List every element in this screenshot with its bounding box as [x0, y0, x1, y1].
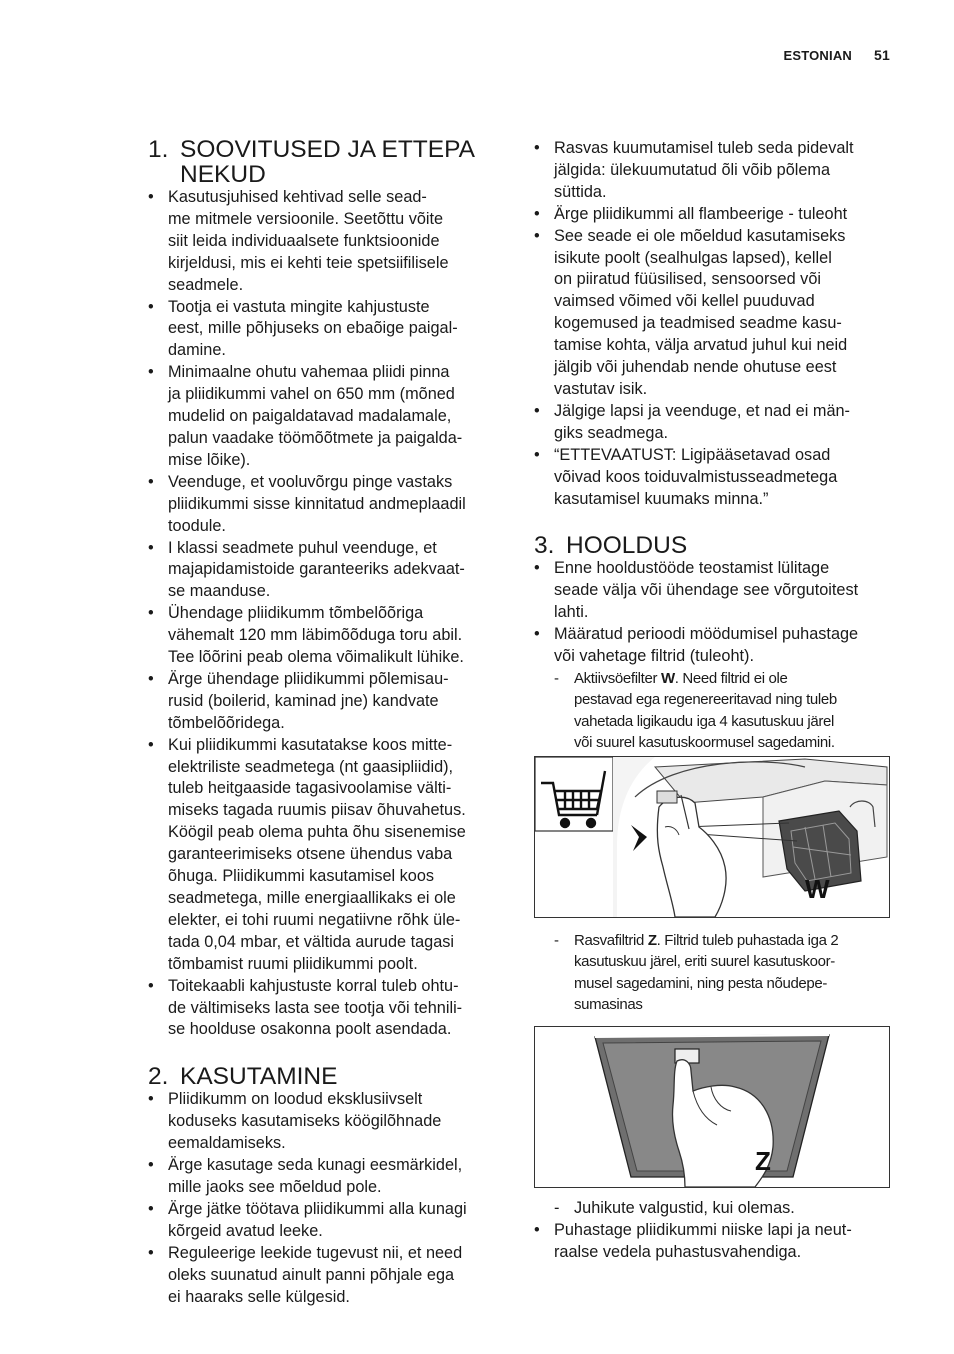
text-line: elekter, ei tohi ruumi negatiivne rõhk üle- [168, 910, 461, 929]
text-line: Enne hooldustööde teostamist lülitage [554, 559, 830, 578]
list-item [534, 138, 894, 204]
text-line: vähemalt 120 mm läbimõõduga toru abil. [168, 626, 463, 645]
text-line: Kasutusjuhised kehtivad selle sead- [168, 188, 427, 206]
right-column [534, 138, 894, 1264]
text-line: jälgib või juhendab nende ohutuse eest [554, 358, 837, 377]
text-line: mudelid on paigaldatavad madalamale, [168, 407, 452, 426]
text-line: siit leida individuaalsete funktsioonide [168, 231, 440, 250]
list-item [534, 1220, 894, 1264]
list-item [148, 1243, 506, 1309]
text-line: se maanduse. [168, 582, 271, 601]
text-line: garanteerimiseks otsene ühendus vaba [168, 845, 453, 864]
text-line: tõmbamist ruumi pliidikummi poolt. [168, 954, 418, 973]
text-line: mille jaoks see mõeldud pole. [168, 1177, 382, 1196]
list-item [148, 1089, 506, 1155]
text-line: lahti. [554, 603, 589, 622]
text-line: vastutav isik. [554, 379, 648, 398]
section2-continued-list [534, 138, 894, 510]
text-line: Ärge jätke töötava pliidikummi alla kunagi [168, 1199, 467, 1218]
text-line: Puhastage pliidikummi niiske lapi ja neut- [554, 1220, 852, 1239]
list-item [148, 538, 506, 604]
left-column [148, 137, 506, 1308]
list-item [148, 735, 506, 976]
text-line: . Need filtrid ei ole [674, 669, 788, 687]
list-item [148, 603, 506, 669]
text-line: tuleb heitgaaside tagasivoolamise välti- [168, 779, 452, 798]
text-line: seade välja või ühendage see võrgutoitest [554, 581, 859, 600]
text-line: eest, mille põhjuseks on ebaõige paigal- [168, 319, 458, 338]
text-line: I klassi seadmete puhul veenduge, et [168, 538, 437, 557]
text-line: Ühendage pliidikumm tõmbelõõriga [168, 604, 424, 623]
page-number: 51 [874, 47, 890, 63]
text-line: eemaldamiseks. [168, 1134, 286, 1153]
text-line: võivad koos toiduvalmistusseadmetega [554, 467, 838, 486]
text-line: pestavad ega regenereeritavad ning tuleb [574, 691, 837, 709]
text-line: Rasvas kuumutamisel tuleb seda pidevalt [554, 139, 854, 157]
list-item [148, 1199, 506, 1243]
text-line: “ETTEVAATUST: Ligipääsetavad osad [554, 445, 831, 464]
text-line: musel sagedamini, ning pesta nõudepe- [574, 974, 828, 992]
header-language: ESTONIAN [783, 48, 853, 63]
page-header [783, 47, 890, 63]
text-line: ei haaraks selle külgesid. [168, 1287, 350, 1306]
text-line: damine. [168, 341, 226, 360]
list-item [534, 401, 894, 445]
text-line: se hoolduse osakonna poolt asendada. [168, 1020, 452, 1039]
text-line: Toitekaabli kahjustuste korral tuleb ohtu- [168, 976, 459, 995]
text-line: Tee lõõrini peab olema võimalikult lühike. [168, 648, 464, 667]
text-line: kogemused ja teadmised seadme kasu- [554, 314, 842, 333]
text-line: vahetada ligikaudu iga 4 kasutuskuu järel [574, 712, 835, 730]
text-line: Kui pliidikummi kasutatakse koos mitte- [168, 735, 453, 754]
figure-label-z: Z [755, 1145, 771, 1176]
section3-bullet-list [534, 558, 894, 668]
text-line: kasutamisel kuumaks minna.” [554, 489, 769, 508]
text-line: . Filtrid tuleb puhastada iga 2 [656, 931, 839, 949]
text-line: raalse vedela puhastusvahendiga. [554, 1242, 802, 1261]
text-line: pliidikummi sisse kinnitatud andmeplaadil [168, 494, 466, 513]
text-line: kirjeldusi, mis ei kehti teie spetsiifilisele [168, 253, 449, 272]
figure-charcoal-filter [534, 756, 890, 918]
list-item [534, 445, 894, 511]
list-item [148, 976, 506, 1042]
sub-item-lights: - Juhikute valgustid, kui olemas. [534, 1198, 894, 1220]
text-line: on piiratud füüsilised, sensoorsed või [554, 270, 821, 289]
text-line: õhuga. Pliidikummi kasutamisel koos [168, 867, 435, 886]
text-line: Jälgige lapsi ja veenduge, et nad ei män- [554, 401, 850, 420]
section3-final-list [534, 1220, 894, 1264]
text-line: vaimsed võimed või kellel puuduvad [554, 292, 815, 311]
list-item [148, 472, 506, 538]
list-item [148, 187, 506, 297]
text-line: tõmbelõõridega. [168, 713, 285, 732]
list-item [534, 204, 894, 226]
text-line: rusid (boilerid, kaminad jne) kandvate [168, 691, 439, 710]
text-line: Köögil peab olema puhta õhu sisenemise [168, 823, 466, 842]
text-line: Ärge ühendage pliidikummi põlemisau- [168, 669, 449, 688]
text-line: Reguleerige leekide tugevust nii, et need [168, 1243, 463, 1262]
text-line: Pliidikumm on loodud eksklusiivselt [168, 1090, 423, 1109]
section3-heading: 3. HOOLDUS [534, 532, 688, 560]
grease-filter-illustration [535, 1027, 889, 1187]
text-line: kasutuskuu järel, eriti suurel kasutuskoor- [574, 953, 835, 971]
text-line: ja pliidikummi vahel on 650 mm (mõned [168, 385, 455, 404]
text-line: Veenduge, et vooluvõrgu pinge vastaks [168, 472, 453, 491]
text-line: elektriliste seadmetega (nt gaasipliidid), [168, 757, 454, 776]
list-item [148, 297, 506, 363]
text-line: koduseks kasutamiseks köögilõhnade [168, 1112, 442, 1131]
text-line: See seade ei ole mõeldud kasutamiseks [554, 226, 846, 245]
text-line: giks seadmega. [554, 423, 669, 442]
text-line: sumasinas [574, 996, 643, 1014]
text-line: süttida. [554, 182, 607, 201]
text-line: majapidamistoide garanteeriks adekvaat- [168, 560, 465, 579]
text-line: või vahetage filtrid (tuleoht). [554, 647, 755, 666]
section1-heading: 1. SOOVITUSED JA ETTEPA NEKUD [148, 136, 475, 188]
text-line: me mitmele versioonile. Seetõttu võite [168, 209, 444, 228]
text-line: isikute poolt (sealhulgas lapsed), kellel [554, 248, 832, 267]
text-line: jälgida: ülekuumutatud õli võib põlema [554, 160, 831, 179]
text-line: Ärge kasutage seda kunagi eesmärkidel, [168, 1156, 463, 1175]
text-line: seadmele. [168, 275, 244, 294]
text-line: seadmetega, mille energiaallikaks ei ole [168, 889, 456, 907]
text-line: Minimaalne ohutu vahemaa pliidi pinna [168, 363, 450, 382]
text-line: kõrgeid avatud leeke. [168, 1221, 323, 1240]
text-line: palun vaadake töömõõtmete ja paigalda- [168, 428, 463, 447]
list-item [148, 669, 506, 735]
list-item [534, 558, 894, 624]
text-line: tamise kohta, välja arvatud juhul kui neid [554, 336, 848, 355]
sub-item-charcoal-filter: - Aktiivsöefilter W. Need filtrid ei ole pestavad ega regenereeritavad ning tuleb vahetada ligikaudu iga 4 kasutuskuu järel või suurel kasutuskoormusel sagedamini. [534, 668, 894, 754]
text-line: toodule. [168, 516, 226, 535]
list-item [534, 624, 894, 668]
text-line: Tootja ei vastuta mingite kahjustuste [168, 297, 430, 316]
figure-label-w: W [805, 873, 830, 904]
text-line: või suurel kasutuskoormusel sagedamini. [574, 734, 835, 752]
section1-bullet-list [148, 187, 506, 1041]
text-line: Määratud perioodi möödumisel puhastage [554, 625, 859, 644]
list-item [148, 362, 506, 472]
text-line: miseks tagada ruumis piisav õhuvahetus. [168, 801, 466, 820]
list-item [534, 226, 894, 401]
section2-heading: 2. KASUTAMINE [148, 1063, 338, 1091]
text-line: mise lõike). [168, 450, 251, 469]
text-line: oleks suunatud ainult panni põhjale ega [168, 1265, 455, 1284]
text-line: Ärge pliidikummi all flambeerige - tuleoht [554, 204, 848, 223]
charcoal-filter-illustration [535, 757, 889, 917]
text-line: de vältimiseks lasta see tootja või tehnili- [168, 998, 463, 1017]
section2-bullet-list [148, 1089, 506, 1308]
hand-illustration [657, 791, 726, 917]
sub-item-grease-filter: - Rasvafiltrid Z. Filtrid tuleb puhastada iga 2 kasutuskuu järel, eriti suurel kasutuskoor- musel sagedamini, ning pesta nõudepe- sumasinas [534, 930, 894, 1016]
text-line: tada 0,04 mbar, et vältida aurude tagasi [168, 932, 455, 951]
list-item [148, 1155, 506, 1199]
figure-grease-filter [534, 1026, 890, 1188]
